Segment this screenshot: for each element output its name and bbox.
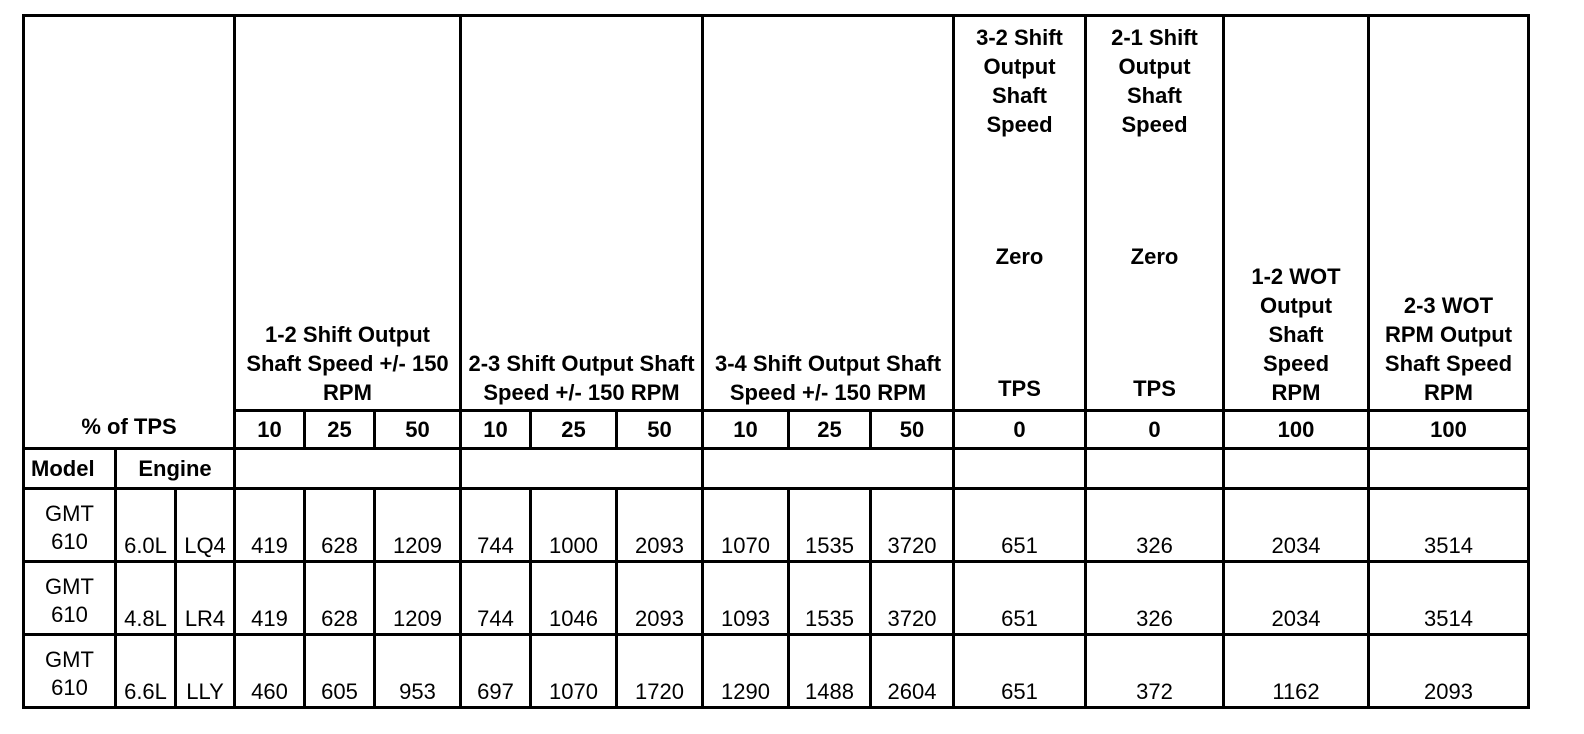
value-cell: 1000 <box>531 489 617 562</box>
value-cell: 1046 <box>531 562 617 635</box>
wot-23-line4: RPM <box>1424 380 1473 405</box>
shift-21-tps: TPS <box>1133 376 1176 401</box>
displacement-cell: 6.0L <box>116 489 176 562</box>
model-line1: GMT <box>45 647 94 672</box>
value-cell: 1162 <box>1224 635 1369 708</box>
value-cell: 651 <box>954 562 1086 635</box>
shift-32-zero: Zero <box>995 244 1044 269</box>
shift-34-header: 3-4 Shift Output Shaft Speed +/- 150 RPM <box>703 16 954 411</box>
value-cell: 3514 <box>1369 562 1529 635</box>
value-cell: 2093 <box>1369 635 1529 708</box>
displacement-cell: 6.6L <box>116 635 176 708</box>
value-cell: 2093 <box>617 489 703 562</box>
tps-value: 25 <box>789 411 871 449</box>
tps-values-row <box>24 411 1529 449</box>
blank-cell <box>1369 449 1529 489</box>
blank-cell <box>1086 449 1224 489</box>
tps-value: 100 <box>1224 411 1369 449</box>
tps-value: 0 <box>954 411 1086 449</box>
model-cell <box>24 562 116 635</box>
value-cell: 419 <box>235 489 305 562</box>
wot-12-line3: Shaft <box>1268 322 1324 347</box>
value-cell: 326 <box>1086 562 1224 635</box>
value-cell: 3720 <box>871 562 954 635</box>
tps-value: 0 <box>1086 411 1224 449</box>
wot-23-header <box>1369 16 1529 411</box>
tps-value: 10 <box>461 411 531 449</box>
tps-value: 10 <box>703 411 789 449</box>
model-cell <box>24 489 116 562</box>
table-row <box>24 635 1529 708</box>
shift-21-line4: Speed <box>1121 112 1188 137</box>
value-cell: 1209 <box>375 489 461 562</box>
blank-cell <box>1224 449 1369 489</box>
model-line2: 610 <box>51 602 88 627</box>
value-cell: 2034 <box>1224 562 1369 635</box>
value-cell: 326 <box>1086 489 1224 562</box>
value-cell: 2034 <box>1224 489 1369 562</box>
value-cell: 3720 <box>871 489 954 562</box>
shift-21-line3: Shaft <box>1127 83 1182 108</box>
value-cell: 1720 <box>617 635 703 708</box>
shift-21-line2: Output <box>1118 54 1191 79</box>
model-engine-row <box>24 449 1529 489</box>
value-cell: 372 <box>1086 635 1224 708</box>
value-cell: 953 <box>375 635 461 708</box>
tps-value: 50 <box>617 411 703 449</box>
model-cell <box>24 635 116 708</box>
value-cell: 651 <box>954 489 1086 562</box>
value-cell: 2604 <box>871 635 954 708</box>
wot-23-line3: Shaft Speed <box>1384 351 1513 376</box>
wot-12-header <box>1224 16 1369 411</box>
shift-12-header: 1-2 Shift Output Shaft Speed +/- 150 RPM <box>235 16 461 411</box>
model-line2: 610 <box>51 675 88 700</box>
value-cell: 2093 <box>617 562 703 635</box>
value-cell: 3514 <box>1369 489 1529 562</box>
wot-12-line2: Output <box>1259 293 1333 318</box>
value-cell: 744 <box>461 562 531 635</box>
shift-21-header <box>1086 16 1224 411</box>
blank-cell <box>235 449 461 489</box>
table-row <box>24 489 1529 562</box>
value-cell: 1093 <box>703 562 789 635</box>
tps-value: 100 <box>1369 411 1529 449</box>
shift-32-line4: Speed <box>986 112 1053 137</box>
wot-12-line4: Speed <box>1262 351 1330 376</box>
wot-12-line5: RPM <box>1271 380 1321 405</box>
shift-23-header: 2-3 Shift Output Shaft Speed +/- 150 RPM <box>461 16 703 411</box>
shift-21-zero: Zero <box>1130 244 1179 269</box>
value-cell: 605 <box>305 635 375 708</box>
model-line2: 610 <box>51 529 88 554</box>
blank-cell <box>703 449 954 489</box>
tps-value: 10 <box>235 411 305 449</box>
value-cell: 1070 <box>531 635 617 708</box>
displacement-cell: 4.8L <box>116 562 176 635</box>
value-cell: 697 <box>461 635 531 708</box>
shift-32-line3: Shaft <box>992 83 1047 108</box>
value-cell: 1070 <box>703 489 789 562</box>
model-label: Model <box>24 449 116 489</box>
shift-32-line1: 3-2 Shift <box>976 25 1063 50</box>
model-line1: GMT <box>45 574 94 599</box>
engine-label: Engine <box>116 449 235 489</box>
value-cell: 651 <box>954 635 1086 708</box>
shift-32-line2: Output <box>983 54 1056 79</box>
engine-code-cell: LQ4 <box>176 489 235 562</box>
wot-23-line2: RPM Output <box>1384 322 1513 347</box>
value-cell: 419 <box>235 562 305 635</box>
wot-12-line1: 1-2 WOT <box>1251 264 1341 289</box>
shift-32-header <box>954 16 1086 411</box>
engine-code-cell: LR4 <box>176 562 235 635</box>
value-cell: 1209 <box>375 562 461 635</box>
tps-value: 50 <box>375 411 461 449</box>
shift-32-tps: TPS <box>998 376 1041 401</box>
engine-code-cell: LLY <box>176 635 235 708</box>
value-cell: 744 <box>461 489 531 562</box>
value-cell: 460 <box>235 635 305 708</box>
wot-23-line1: 2-3 WOT <box>1403 293 1494 318</box>
shift-21-line1: 2-1 Shift <box>1111 25 1198 50</box>
model-line1: GMT <box>45 501 94 526</box>
value-cell: 628 <box>305 489 375 562</box>
tps-value: 25 <box>531 411 617 449</box>
tps-header-cell <box>24 16 235 449</box>
value-cell: 1535 <box>789 489 871 562</box>
value-cell: 1535 <box>789 562 871 635</box>
value-cell: 628 <box>305 562 375 635</box>
table-row <box>24 562 1529 635</box>
value-cell: 1290 <box>703 635 789 708</box>
value-cell: 1488 <box>789 635 871 708</box>
tps-value: 25 <box>305 411 375 449</box>
blank-cell <box>461 449 703 489</box>
tps-value: 50 <box>871 411 954 449</box>
tps-label: % of TPS <box>81 414 177 439</box>
shift-speed-table <box>22 14 1530 709</box>
blank-cell <box>954 449 1086 489</box>
